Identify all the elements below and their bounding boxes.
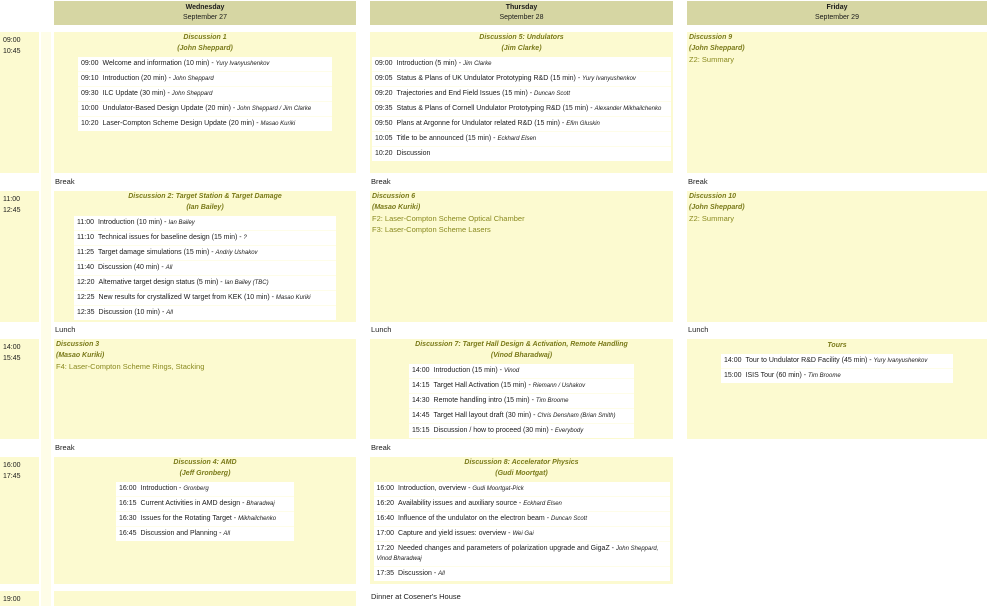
talk-speaker: John Sheppard, Vinod Bharadwaj (376, 546, 659, 562)
talk-title: Discussion and Planning - (140, 530, 222, 537)
talk-item[interactable] (78, 87, 332, 101)
time-end: 17:45 (3, 473, 21, 480)
session-convener: (John Sheppard) (177, 45, 233, 52)
session-convener: (Masao Kuriki) (372, 204, 421, 211)
talk-speaker: Yury Ivanyushenkov (873, 358, 928, 364)
talk-speaker: Alexander Mikhailchenko (594, 106, 662, 112)
talk-speaker: Chris Densham (Brian Smith) (537, 413, 616, 419)
talk-time: 10:20 (81, 120, 99, 127)
time-slot-1 (0, 32, 39, 173)
talk-time: 16:00 (119, 485, 137, 492)
talk-title: Tour to Undulator R&D Facility (45 min) - (745, 357, 872, 364)
break-label: Break (371, 443, 391, 452)
time-end: 10:45 (3, 48, 21, 55)
session-convener: (John Sheppard) (689, 45, 745, 52)
talk-time: 12:35 (77, 309, 95, 316)
talk-item[interactable] (372, 132, 671, 146)
talk-title: Influence of the undulator on the electron beam - (398, 515, 550, 522)
session-title[interactable]: Discussion 7: Target Hall Design & Activation, Remote Handling (415, 341, 628, 348)
time-start: 16:00 (3, 462, 21, 469)
time-end: 12:45 (3, 207, 21, 214)
talk-speaker: Ian Bailey (TBC) (224, 280, 269, 286)
discussion-1[interactable] (54, 32, 356, 173)
talk-item[interactable] (78, 72, 332, 86)
talk-speaker: All (165, 265, 173, 271)
talk-item[interactable] (374, 542, 670, 566)
talk-speaker: Yury Ivanyushenkov (215, 61, 270, 67)
talk-title: Target Hall Activation (15 min) - (433, 382, 531, 389)
talk-speaker: Gudi Moortgat-Pick (472, 486, 524, 492)
time-slot-dinner (0, 591, 39, 606)
talk-title: Undulator-Based Design Update (20 min) - (102, 105, 236, 112)
talk-time: 16:40 (376, 515, 395, 522)
time-end: 15:45 (3, 355, 21, 362)
talk-title: Introduction (5 min) - (396, 60, 462, 67)
talk-title: Target Hall layout draft (30 min) - (433, 412, 536, 419)
talk-speaker: Everybody (554, 428, 584, 434)
talk-list (374, 482, 670, 581)
discussion-2[interactable] (54, 191, 356, 322)
talk-item[interactable] (74, 246, 336, 260)
talk-speaker: All (223, 531, 231, 537)
talk-speaker: Bharadwaj (246, 501, 275, 507)
lunch-label: Lunch (371, 325, 392, 334)
talk-item[interactable] (374, 527, 670, 541)
talk-time: 16:30 (119, 515, 137, 522)
day-header-wednesday (54, 1, 356, 25)
session-convener: (Gudi Moortgat) (495, 470, 548, 477)
talk-title: Target damage simulations (15 min) - (98, 249, 214, 256)
discussion-10[interactable] (687, 191, 987, 322)
talk-item[interactable] (78, 117, 332, 131)
talk-time: 16:00 (376, 485, 395, 492)
discussion-9[interactable] (687, 32, 987, 173)
talk-time: 10:05 (375, 135, 393, 142)
talk-time: 11:00 (77, 219, 94, 226)
talk-list (721, 354, 953, 383)
talk-title: Laser-Compton Scheme Design Update (20 min) - (102, 120, 259, 127)
discussion-5[interactable] (370, 32, 673, 173)
talk-item[interactable] (372, 117, 671, 131)
time-slot-3 (0, 339, 39, 439)
talk-item[interactable] (372, 147, 671, 161)
talk-speaker: Duncan Scott (534, 91, 571, 97)
talk-item[interactable] (721, 369, 953, 383)
talk-time: 09:10 (81, 75, 99, 82)
talk-speaker: Jim Clarke (463, 61, 492, 67)
talk-item[interactable] (409, 409, 634, 423)
talk-title: Technical issues for baseline design (15 min) - (98, 234, 242, 241)
talk-item[interactable] (374, 482, 670, 496)
talk-speaker: Eckhard Elsen (497, 136, 537, 142)
talk-title: Trajectories and End Field Issues (15 min) - (396, 90, 533, 97)
talk-time: 17:35 (376, 570, 395, 577)
parallel-session-link[interactable]: Z2: Summary (689, 214, 735, 223)
talk-time: 11:40 (77, 264, 94, 271)
talk-time: 09:00 (81, 60, 99, 67)
dinner-slot-wednesday (54, 591, 356, 606)
talk-time: 10:20 (375, 150, 393, 157)
talk-title: Availability issues and auxiliary source - (398, 500, 522, 507)
session-title[interactable]: Tours (827, 342, 847, 349)
day-name: Friday (826, 4, 848, 11)
talk-item[interactable] (78, 102, 332, 116)
gap-column (41, 32, 51, 606)
talk-item[interactable] (372, 87, 671, 101)
discussion-7[interactable] (370, 339, 673, 439)
talk-item[interactable] (721, 354, 953, 368)
talk-time: 11:10 (77, 234, 94, 241)
session-title[interactable]: Discussion 10 (689, 193, 737, 200)
talk-time: 10:00 (81, 105, 99, 112)
talk-time: 09:30 (81, 90, 99, 97)
talk-item[interactable] (409, 364, 634, 378)
talk-speaker: Andriy Ushakov (215, 250, 258, 256)
talk-title: Status & Plans of UK Undulator Prototyping R&D (15 min) - (396, 75, 581, 82)
talk-time: 14:00 (724, 357, 742, 364)
session-title[interactable]: Discussion 6 (372, 193, 416, 200)
day-header-thursday (370, 1, 673, 25)
discussion-6[interactable] (370, 191, 673, 322)
talk-title: Alternative target design status (5 min) - (98, 279, 223, 286)
talk-speaker: Eckhard Elsen (523, 501, 562, 507)
parallel-session-link[interactable]: F4: Laser-Compton Scheme Rings, Stacking (56, 362, 205, 371)
talk-title: Current Activities in AMD design - (140, 500, 245, 507)
talk-item[interactable] (116, 482, 294, 496)
dinner-label: Dinner at Cosener's House (371, 592, 461, 601)
tours-session[interactable] (687, 339, 987, 439)
talk-title: Introduction (15 min) - (433, 367, 503, 374)
talk-title: Discussion - (398, 570, 437, 577)
session-convener: (Masao Kuriki) (56, 352, 105, 359)
talk-title: Status & Plans of Cornell Undulator Prototyping R&D (15 min) - (396, 105, 593, 112)
talk-time: 12:25 (77, 294, 95, 301)
talk-time: 09:50 (375, 120, 393, 127)
talk-item[interactable] (374, 512, 670, 526)
talk-speaker: Vinod (503, 368, 520, 374)
talk-time: 09:35 (375, 105, 393, 112)
session-title[interactable]: Discussion 9 (689, 34, 733, 41)
talk-title: Remote handling intro (15 min) - (433, 397, 534, 404)
talk-speaker: Riemann / Ushakov (532, 383, 586, 389)
parallel-session-link[interactable]: F3: Laser-Compton Scheme Lasers (372, 225, 491, 234)
talk-item[interactable] (372, 72, 671, 86)
talk-time: 09:20 (375, 90, 393, 97)
talk-time: 14:00 (412, 367, 430, 374)
time-start: 14:00 (3, 344, 21, 351)
day-name: Wednesday (185, 4, 225, 11)
talk-speaker: Masao Kuriki (275, 295, 311, 301)
talk-list (78, 57, 332, 131)
talk-item[interactable] (372, 102, 671, 116)
talk-speaker: Efim Gluskin (566, 121, 600, 127)
session-convener: (Jeff Gronberg) (179, 470, 231, 477)
talk-speaker: All (166, 310, 173, 316)
talk-speaker: John Sheppard (172, 76, 214, 82)
talk-title: Discussion (396, 150, 431, 157)
session-title[interactable]: Discussion 3 (56, 341, 100, 348)
break-label: Break (55, 177, 75, 186)
discussion-4[interactable] (54, 457, 356, 584)
talk-list (372, 57, 671, 161)
session-convener: (Ian Bailey) (186, 204, 224, 211)
talk-item[interactable] (74, 276, 336, 290)
talk-title: ISIS Tour (60 min) - (745, 372, 807, 379)
talk-speaker: ? (243, 235, 247, 241)
session-title[interactable]: Discussion 8: Accelerator Physics (464, 459, 579, 466)
time-start: 11:00 (3, 196, 20, 203)
talk-title: Discussion (40 min) - (98, 264, 164, 271)
talk-speaker: All (438, 571, 445, 577)
talk-speaker: John Sheppard / Jim Clarke (237, 106, 312, 112)
talk-speaker: Duncan Scott (550, 516, 588, 522)
parallel-session-link[interactable]: F2: Laser-Compton Scheme Optical Chamber (372, 214, 525, 223)
talk-list (409, 364, 634, 438)
talk-time: 09:05 (375, 75, 393, 82)
talk-time: 16:15 (119, 500, 137, 507)
talk-title: Introduction (10 min) - (98, 219, 167, 226)
talk-time: 14:30 (412, 397, 430, 404)
talk-item[interactable] (116, 497, 294, 511)
talk-item[interactable] (116, 527, 294, 541)
talk-time: 09:00 (375, 60, 393, 67)
time-start: 09:00 (3, 37, 21, 44)
session-title[interactable]: Discussion 1 (183, 34, 227, 41)
session-convener: (John Sheppard) (689, 204, 745, 211)
talk-speaker: Masao Kuriki (260, 121, 296, 127)
talk-title: Capture and yield issues: overview - (398, 530, 511, 537)
talk-title: Discussion / how to proceed (30 min) - (433, 427, 553, 434)
time-slot-4 (0, 457, 39, 584)
talk-item[interactable] (374, 497, 670, 511)
talk-time: 12:20 (77, 279, 95, 286)
talk-speaker: John Sheppard (171, 91, 213, 97)
talk-item[interactable] (74, 306, 336, 320)
talk-item[interactable] (116, 512, 294, 526)
talk-title: Needed changes and parameters of polarization upgrade and GigaZ - (398, 545, 615, 552)
talk-speaker: Yury Ivanyushenkov (582, 76, 636, 82)
talk-speaker: Gronberg (183, 486, 209, 492)
talk-item[interactable] (409, 424, 634, 438)
session-title[interactable]: Discussion 2: Target Station & Target Damage (128, 193, 282, 200)
talk-title: Issues for the Rotating Target - (140, 515, 237, 522)
time-start: 19:00 (3, 596, 21, 603)
talk-time: 15:00 (724, 372, 742, 379)
talk-title: ILC Update (30 min) - (102, 90, 170, 97)
talk-item[interactable] (409, 379, 634, 393)
talk-time: 14:45 (412, 412, 430, 419)
talk-list (74, 216, 336, 320)
talk-speaker: Wei Gai (512, 531, 534, 537)
talk-item[interactable] (74, 216, 336, 230)
break-label: Break (371, 177, 391, 186)
talk-item[interactable] (74, 231, 336, 245)
talk-title: Introduction - (140, 485, 182, 492)
talk-title: Title to be announced (15 min) - (396, 135, 496, 142)
lunch-label: Lunch (688, 325, 709, 334)
talk-time: 15:15 (412, 427, 430, 434)
parallel-session-link[interactable]: Z2: Summary (689, 55, 735, 64)
talk-time: 16:45 (119, 530, 137, 537)
talk-speaker: Mikhailchenko (238, 516, 277, 522)
talk-time: 14:15 (412, 382, 430, 389)
day-date: September 28 (499, 14, 544, 21)
discussion-8[interactable] (370, 457, 673, 584)
talk-time: 17:00 (376, 530, 395, 537)
talk-item[interactable] (74, 261, 336, 275)
session-title[interactable]: Discussion 4: AMD (173, 459, 237, 466)
talk-item[interactable] (409, 394, 634, 408)
talk-time: 17:20 (376, 545, 395, 552)
break-label: Break (55, 443, 75, 452)
talk-item[interactable] (74, 291, 336, 305)
talk-speaker: Ian Bailey (168, 220, 195, 226)
talk-time: 16:20 (376, 500, 395, 507)
lunch-label: Lunch (55, 325, 76, 334)
talk-title: Plans at Argonne for Undulator related R&D (15 min) - (396, 120, 565, 127)
day-name: Thursday (505, 4, 538, 11)
talk-title: Introduction (20 min) - (102, 75, 172, 82)
time-slot-2 (0, 191, 39, 322)
talk-title: Introduction, overview - (398, 485, 471, 492)
talk-time: 11:25 (77, 249, 94, 256)
session-title[interactable]: Discussion 5: Undulators (479, 34, 564, 41)
talk-title: New results for crystallized W target from KEK (10 min) - (98, 294, 274, 301)
session-convener: (Jim Clarke) (501, 45, 542, 52)
session-convener: (Vinod Bharadwaj) (490, 352, 553, 359)
talk-list (116, 482, 294, 541)
break-label: Break (688, 177, 708, 186)
talk-item[interactable] (78, 57, 332, 71)
talk-speaker: Tim Broome (535, 398, 569, 404)
talk-title: Discussion (10 min) - (98, 309, 165, 316)
day-date: September 29 (815, 14, 859, 21)
discussion-3[interactable] (54, 339, 356, 439)
talk-item[interactable] (372, 57, 671, 71)
talk-speaker: Tim Broome (808, 373, 841, 379)
day-date: September 27 (183, 14, 227, 21)
talk-item[interactable] (374, 567, 670, 581)
talk-title: Welcome and information (10 min) - (102, 60, 214, 67)
day-header-friday (687, 1, 987, 25)
